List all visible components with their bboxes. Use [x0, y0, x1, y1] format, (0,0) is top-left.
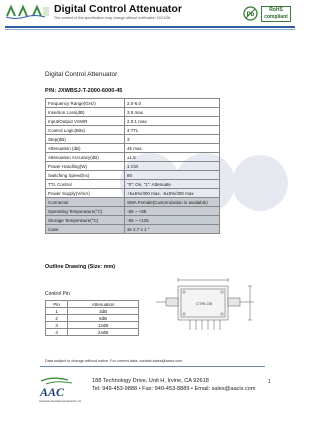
rohs-badge: [261, 6, 291, 22]
spec-param: Operating Temperature(°C): [46, 207, 125, 216]
spec-param: TTL Control: [46, 180, 125, 189]
spec-value: 45 max: [125, 144, 220, 153]
part-number: P/N: JXWBSJ-T-2000-6000-45: [45, 88, 123, 94]
footer-logo-subtext: American Accurate Components, Inc.: [39, 400, 82, 403]
pb-label: Pb: [246, 12, 255, 18]
control-pin-table: [45, 300, 139, 336]
spec-value: 80: [125, 171, 220, 180]
spec-value: +5±5%/300 max, -5±5%/300 max: [125, 189, 220, 198]
spec-param: Step(dB): [46, 135, 125, 144]
spec-value: 4 TTL: [125, 126, 220, 135]
pin-attenuation: 6dB: [68, 315, 139, 322]
spec-value: -55 ~ +125: [125, 216, 220, 225]
footer-note: Data subject to change without notice. For current data, contact sales@aacix.com: [45, 359, 183, 363]
header-divider: [5, 26, 295, 28]
table-row: [46, 198, 220, 207]
table-row: [46, 308, 139, 315]
page-number: 1: [268, 379, 271, 385]
spec-table: [45, 98, 220, 234]
table-row: [46, 144, 220, 153]
table-row: [46, 162, 220, 171]
spec-param: Power Supply(V/mA): [46, 189, 125, 198]
table-row: [46, 225, 220, 234]
spec-param: Connector: [46, 198, 125, 207]
outline-drawing: [150, 272, 262, 336]
document-title: Digital Control Attenuator: [54, 3, 182, 15]
spec-value: 3: [125, 135, 220, 144]
table-row: [46, 126, 220, 135]
spec-param: Input/Output VSWR: [46, 117, 125, 126]
table-row: [46, 180, 220, 189]
spec-value: 2.0-6.0: [125, 99, 220, 108]
pin-number: 3: [46, 322, 68, 329]
pin-number: 2: [46, 315, 68, 322]
spec-value: 1 CW: [125, 162, 220, 171]
table-row: [46, 153, 220, 162]
rohs-label: RoHS: [269, 7, 283, 13]
document-subtitle: The content of this specification may change without notification 11/01/08: [54, 16, 171, 20]
aac-header-logo: [5, 4, 51, 20]
outline-drawing-title: Outline Drawing (Size: mm): [45, 264, 116, 270]
spec-value: 2.0:1 max: [125, 117, 220, 126]
table-row: [46, 322, 139, 329]
lead-free-pb-icon: [243, 6, 258, 21]
pin-attenuation: 12dB: [68, 322, 139, 329]
spec-param: Case: [46, 225, 125, 234]
drawing-label: CTRLOB: [196, 301, 213, 306]
footer-logo-text: AAC: [40, 385, 65, 399]
spec-value: -55 ~ +85: [125, 207, 220, 216]
spec-value: 3.5 max: [125, 108, 220, 117]
footer-divider: [40, 366, 265, 367]
table-row: [46, 207, 220, 216]
spec-value: "0": On, "1": Attenuate: [125, 180, 220, 189]
table-header-row: [46, 301, 139, 308]
control-pin-title: Control Pin: [45, 291, 70, 297]
table-row: [46, 189, 220, 198]
spec-param: Storage Temperature(°C): [46, 216, 125, 225]
spec-param: Attenuation Accuracy(dB): [46, 153, 125, 162]
spec-value: 3x 2.7 x 1 ": [125, 225, 220, 234]
table-row: [46, 108, 220, 117]
column-header-attenuation: Attenuation: [68, 301, 139, 308]
table-row: [46, 216, 220, 225]
table-row: [46, 171, 220, 180]
pin-attenuation: 3dB: [68, 308, 139, 315]
table-row: [46, 99, 220, 108]
spec-value: SMA Female(Customization is available): [125, 198, 220, 207]
spec-value: ±1.5: [125, 153, 220, 162]
rohs-compliant-label: compliant: [264, 14, 288, 20]
pin-number: 1: [46, 308, 68, 315]
pin-attenuation: 24dB: [68, 329, 139, 336]
spec-param: Control Logic(Bits): [46, 126, 125, 135]
spec-param: Attenuation (dB): [46, 144, 125, 153]
spec-param: Insertion Loss(dB): [46, 108, 125, 117]
table-row: [46, 117, 220, 126]
spec-param: Frequency Range(GHz): [46, 99, 125, 108]
spec-param: Power Handling(W): [46, 162, 125, 171]
table-row: [46, 329, 139, 336]
table-row: [46, 315, 139, 322]
product-heading: Digital Control Attenuator: [45, 71, 118, 78]
column-header-pin: Pin: [46, 301, 68, 308]
company-address: 188 Technology Drive, Unit H, Irvine, CA 92618: [92, 378, 209, 384]
aac-footer-logo: [38, 375, 86, 405]
company-contact: Tel: 949-453-9888 • Fax: 949-453-8889 • Email: sales@aacix.com: [92, 386, 256, 392]
header-divider-thin: [5, 29, 295, 30]
spec-param: Switching Speed(ns): [46, 171, 125, 180]
pin-number: 4: [46, 329, 68, 336]
table-row: [46, 135, 220, 144]
